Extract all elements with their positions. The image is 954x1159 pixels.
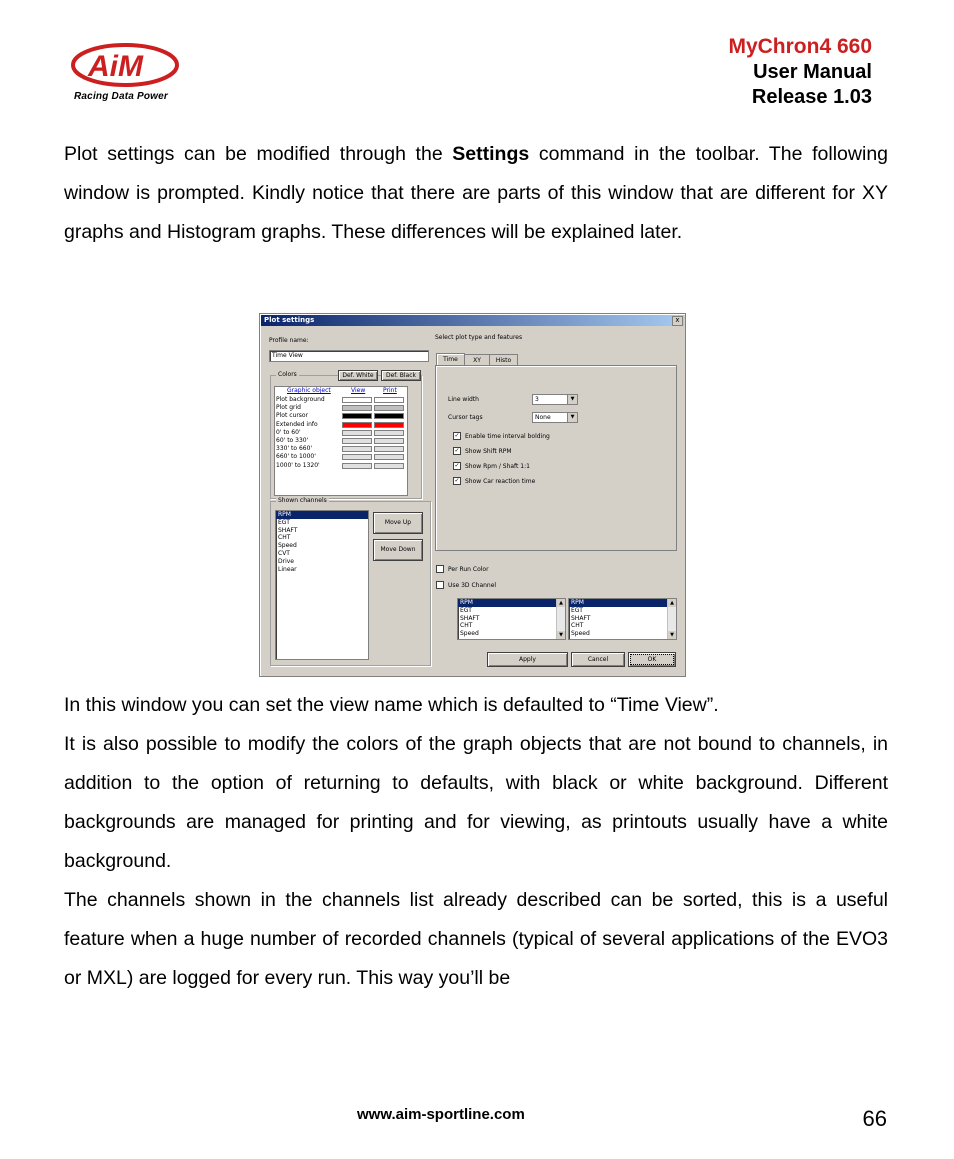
list-item[interactable]: CVT xyxy=(278,549,290,557)
move-up-button[interactable]: Move Up xyxy=(373,512,423,534)
color-row-name: Plot grid xyxy=(276,404,301,412)
list-item[interactable]: SHAFT xyxy=(460,614,480,622)
manual-title: User Manual xyxy=(753,61,872,83)
print-color-swatch[interactable] xyxy=(374,405,404,411)
list-item[interactable]: RPM xyxy=(569,599,676,607)
scroll-down-icon[interactable]: ▼ xyxy=(557,631,565,639)
list-item[interactable]: EGT xyxy=(278,518,290,526)
color-row-name: 0' to 60' xyxy=(276,428,301,436)
color-row[interactable] xyxy=(275,396,407,404)
check-label: Enable time interval bolding xyxy=(465,432,550,440)
view-color-swatch[interactable] xyxy=(342,397,372,403)
check-label: Show Shift RPM xyxy=(465,447,512,455)
line-width-value: 3 xyxy=(535,396,539,403)
svg-text:AiM: AiM xyxy=(88,50,143,83)
list-item[interactable]: CHT xyxy=(571,622,584,630)
color-row[interactable] xyxy=(275,404,407,412)
col-view: View xyxy=(351,387,366,394)
def-white-button[interactable]: Def. White xyxy=(338,370,378,381)
dialog-title: Plot settings xyxy=(261,315,684,326)
list-item[interactable]: Speed xyxy=(571,630,590,638)
list-item[interactable]: Drive xyxy=(278,557,294,565)
print-color-swatch[interactable] xyxy=(374,422,404,428)
view-color-swatch[interactable] xyxy=(342,463,372,469)
checkbox-unchecked-icon xyxy=(436,565,444,573)
colors-table-header xyxy=(275,387,407,395)
check-label: Show Rpm / Shaft 1:1 xyxy=(465,462,530,470)
plot-type-label: Select plot type and features xyxy=(435,334,523,341)
check-show-shift-rpm[interactable] xyxy=(453,447,512,455)
col-print: Print xyxy=(383,387,397,394)
logo-tagline: Racing Data Power xyxy=(74,91,168,102)
list-item[interactable]: RPM xyxy=(276,511,368,519)
footer-url: www.aim-sportline.com xyxy=(357,1106,525,1123)
checkbox-checked-icon: ✓ xyxy=(454,447,460,454)
cursor-tags-select[interactable] xyxy=(532,412,578,423)
print-color-swatch[interactable] xyxy=(374,438,404,444)
body-paragraph-3: The channels shown in the channels list already described can be sorted, this is a useful feature when a huge number of recorded channels (typical of several applications of the EVO3 or MXL) are logged for every run. This way you’ll be xyxy=(64,889,888,989)
check-label: Show Car reaction time xyxy=(465,477,536,485)
check-use-3d-channel[interactable] xyxy=(436,581,496,589)
page-number: 66 xyxy=(862,1106,887,1131)
intro-settings-bold: Settings xyxy=(452,143,530,165)
print-color-swatch[interactable] xyxy=(374,413,404,419)
line-width-select[interactable] xyxy=(532,394,578,405)
color-row-name: 1000' to 1320' xyxy=(276,461,320,469)
color-row-name: Extended info xyxy=(276,420,318,428)
tab-time[interactable]: Time xyxy=(436,353,465,366)
plot-settings-dialog xyxy=(259,313,686,677)
checkbox-unchecked-icon xyxy=(436,581,444,589)
apply-button[interactable]: Apply xyxy=(487,652,568,667)
channel-list-a[interactable] xyxy=(457,598,566,640)
color-row-name: 660' to 1000' xyxy=(276,453,316,461)
close-icon[interactable]: x xyxy=(672,316,683,326)
print-color-swatch[interactable] xyxy=(374,463,404,469)
scroll-down-icon[interactable]: ▼ xyxy=(668,631,676,639)
print-color-swatch[interactable] xyxy=(374,430,404,436)
intro-paragraph xyxy=(64,135,888,252)
check-show-rpm-shaft[interactable] xyxy=(453,462,530,470)
body-paragraph-2: It is also possible to modify the colors of the graph objects that are not bound to channels, in addition to the option of returning to defaults, with black or white background. Different backgrounds are managed for printing and for viewing, as printouts usually have a white background. xyxy=(64,733,888,872)
view-color-swatch[interactable] xyxy=(342,405,372,411)
checkbox-checked-icon: ✓ xyxy=(454,462,460,469)
line-width-label: Line width xyxy=(448,396,479,403)
view-color-swatch[interactable] xyxy=(342,446,372,452)
def-black-button[interactable]: Def. Black xyxy=(381,370,421,381)
view-color-swatch[interactable] xyxy=(342,413,372,419)
checkbox-checked-icon: ✓ xyxy=(454,477,460,484)
list-item[interactable]: Speed xyxy=(278,542,297,550)
list-item[interactable]: Speed xyxy=(460,630,479,638)
view-color-swatch[interactable] xyxy=(342,454,372,460)
ok-button[interactable]: OK xyxy=(628,652,676,667)
check-label: Per Run Color xyxy=(448,565,489,573)
profile-name-input[interactable]: Time View xyxy=(269,350,429,362)
scrollbar[interactable] xyxy=(667,599,676,639)
chevron-down-icon: ▼ xyxy=(567,413,577,422)
tab-histo[interactable]: Histo xyxy=(489,354,518,366)
list-item[interactable]: EGT xyxy=(571,606,583,614)
channels-list[interactable] xyxy=(275,510,369,660)
list-item[interactable]: SHAFT xyxy=(571,614,591,622)
scrollbar[interactable] xyxy=(556,599,565,639)
check-label: Use 3D Channel xyxy=(448,581,497,589)
scroll-up-icon[interactable]: ▲ xyxy=(668,599,676,607)
document-header xyxy=(728,34,872,110)
checkbox-checked-icon: ✓ xyxy=(454,432,460,439)
color-row-name: Plot background xyxy=(276,396,325,403)
color-row[interactable] xyxy=(275,462,407,470)
tab-xy[interactable]: XY xyxy=(464,354,490,366)
color-row[interactable] xyxy=(275,437,407,445)
body-paragraph-1: In this window you can set the view name which is defaulted to “Time View”. xyxy=(64,694,719,716)
view-color-swatch[interactable] xyxy=(342,430,372,436)
check-per-run-color[interactable] xyxy=(436,565,489,573)
intro-text-2: command in the toolbar. The following window is prompted. Kindly notice that there are parts of this window that are different for XY graphs and Histogram graphs. These differences will be explained later. xyxy=(64,143,889,243)
release-label: Release 1.03 xyxy=(751,86,872,108)
colors-caption: Colors xyxy=(278,371,297,378)
product-name: MyChron4 660 xyxy=(728,35,872,58)
view-color-swatch[interactable] xyxy=(342,438,372,444)
color-row[interactable] xyxy=(275,453,407,461)
list-item[interactable]: RPM xyxy=(458,599,565,607)
profile-name-label: Profile name: xyxy=(269,337,309,344)
color-row-name: Plot cursor xyxy=(276,412,309,420)
color-row[interactable] xyxy=(275,421,407,429)
color-row[interactable] xyxy=(275,412,407,420)
print-color-swatch[interactable] xyxy=(374,397,404,403)
move-down-button[interactable]: Move Down xyxy=(373,539,423,561)
color-row[interactable] xyxy=(275,429,407,437)
list-item[interactable]: SHAFT xyxy=(278,526,298,534)
col-graphic-object: Graphic object xyxy=(287,387,331,394)
cursor-tags-label: Cursor tags xyxy=(448,414,483,421)
view-color-swatch[interactable] xyxy=(342,422,372,428)
check-time-interval-bolding[interactable] xyxy=(453,432,550,440)
cursor-tags-value: None xyxy=(535,414,551,421)
time-tab-panel xyxy=(435,365,677,551)
shown-channels-caption: Shown channels xyxy=(278,497,327,504)
list-item[interactable]: EGT xyxy=(460,606,472,614)
intro-text-1: Plot settings can be modified through the xyxy=(64,143,453,165)
cancel-button[interactable]: Cancel xyxy=(571,652,625,667)
scroll-up-icon[interactable]: ▲ xyxy=(557,599,565,607)
chevron-down-icon: ▼ xyxy=(567,395,577,404)
check-show-car-reaction[interactable] xyxy=(453,477,535,485)
colors-table xyxy=(274,386,408,496)
color-row-name: 60' to 330' xyxy=(276,437,309,444)
print-color-swatch[interactable] xyxy=(374,454,404,460)
print-color-swatch[interactable] xyxy=(374,446,404,452)
list-item[interactable]: CHT xyxy=(278,534,291,542)
list-item[interactable]: Linear xyxy=(278,565,297,573)
color-row-name: 330' to 660' xyxy=(276,445,313,453)
channel-list-b[interactable] xyxy=(568,598,677,640)
color-row[interactable] xyxy=(275,445,407,453)
list-item[interactable]: CHT xyxy=(460,622,473,630)
